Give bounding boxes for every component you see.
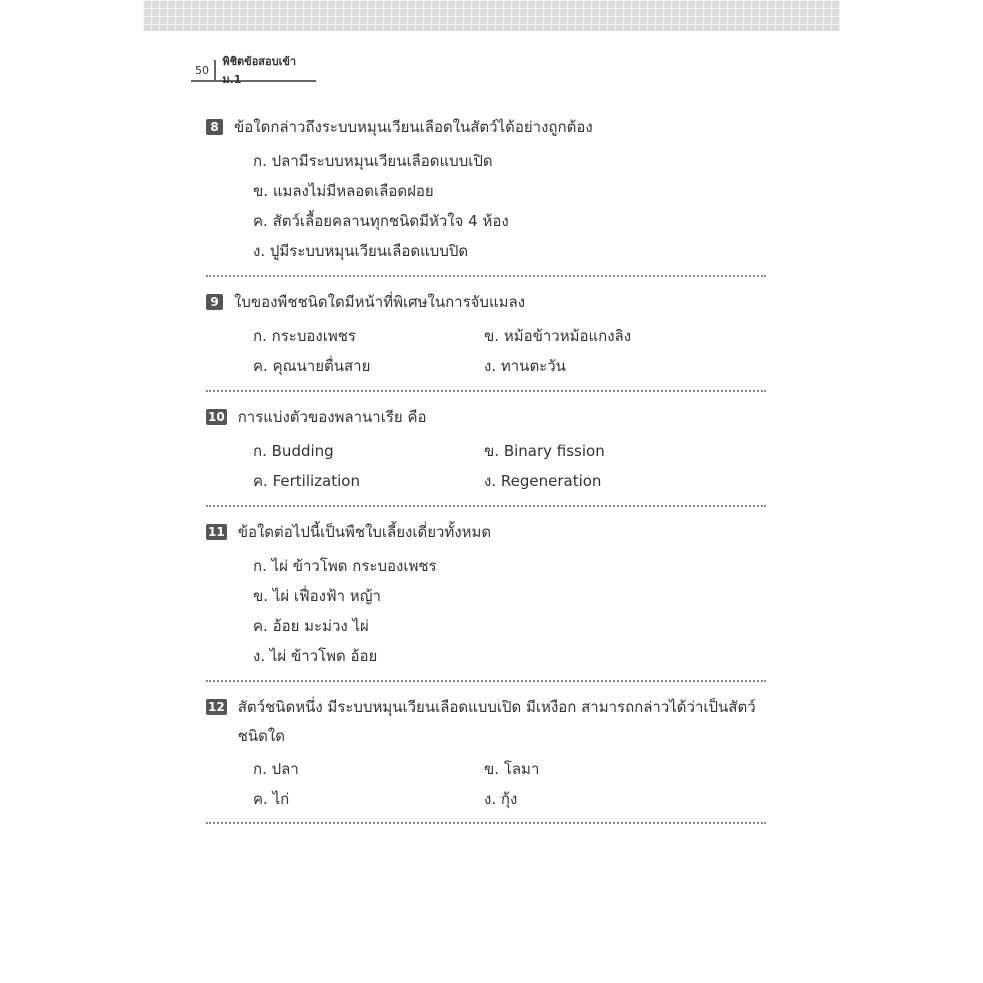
option: ง. ไผ่ ข้าวโพด อ้อย	[253, 647, 378, 665]
option: ข. โลมา	[484, 760, 540, 778]
option: ง. ทานตะวัน	[484, 357, 566, 375]
dotted-separator	[206, 275, 766, 277]
option: ก. ปลา	[253, 760, 299, 778]
option: ค. คุณนายตื่นสาย	[253, 357, 371, 375]
option: ก. ไผ่ ข้าวโพด กระบองเพชร	[253, 557, 437, 575]
option: ค. Fertilization	[253, 472, 360, 490]
question-number: 9	[206, 294, 223, 310]
option: ค. อ้อย มะม่วง ไผ่	[253, 617, 369, 635]
question-10	[206, 403, 766, 496]
question-9	[206, 288, 766, 381]
option: ก. กระบองเพชร	[253, 327, 356, 345]
top-pattern-band	[143, 0, 840, 31]
option: ก. ปลามีระบบหมุนเวียนเลือดแบบเปิด	[253, 152, 493, 170]
option: ค. สัตว์เลื้อยคลานทุกชนิดมีหัวใจ 4 ห้อง	[253, 212, 509, 230]
header-divider	[214, 60, 216, 82]
question-11	[206, 518, 766, 671]
page-number: 50	[195, 63, 209, 77]
dotted-separator	[206, 822, 766, 824]
option: ข. ไผ่ เฟื่องฟ้า หญ้า	[253, 587, 381, 605]
option: ค. ไก่	[253, 790, 290, 808]
option: ข. หม้อข้าวหม้อแกงลิง	[484, 327, 632, 345]
dotted-separator	[206, 505, 766, 507]
question-number: 8	[206, 119, 223, 135]
option: ง. กุ้ง	[484, 790, 518, 808]
dotted-separator	[206, 680, 766, 682]
question-text: ข้อใดต่อไปนี้เป็นพืชใบเลี้ยงเดี่ยวทั้งหมด	[237, 523, 492, 541]
dotted-separator	[206, 390, 766, 392]
option: ข. แมลงไม่มีหลอดเลือดฝอย	[253, 182, 434, 200]
question-text: สัตว์ชนิดหนึ่ง มีระบบหมุนเวียนเลือดแบบเปิด มีเหงือก สามารถกล่าวได้ว่าเป็นสัตว์ชนิดใด	[237, 698, 756, 745]
option: ก. Budding	[253, 442, 334, 460]
option: ง. Regeneration	[484, 472, 602, 490]
question-number: 11	[208, 525, 225, 539]
question-text: การแบ่งตัวของพลานาเรีย คือ	[237, 408, 427, 426]
question-number: 12	[208, 700, 225, 714]
question-text: ข้อใดกล่าวถึงระบบหมุนเวียนเลือดในสัตว์ได้อย่างถูกต้อง	[234, 118, 593, 136]
option: ข. Binary fission	[484, 442, 605, 460]
question-12	[206, 693, 766, 814]
question-number: 10	[208, 410, 225, 424]
option: ง. ปูมีระบบหมุนเวียนเลือดแบบปิด	[253, 242, 469, 260]
question-8	[206, 113, 766, 266]
book-title: พิชิตข้อสอบเข้า ม.1	[222, 55, 297, 86]
page-header	[191, 55, 316, 86]
question-text: ใบของพืชชนิดใดมีหน้าที่พิเศษในการจับแมลง	[234, 293, 526, 311]
